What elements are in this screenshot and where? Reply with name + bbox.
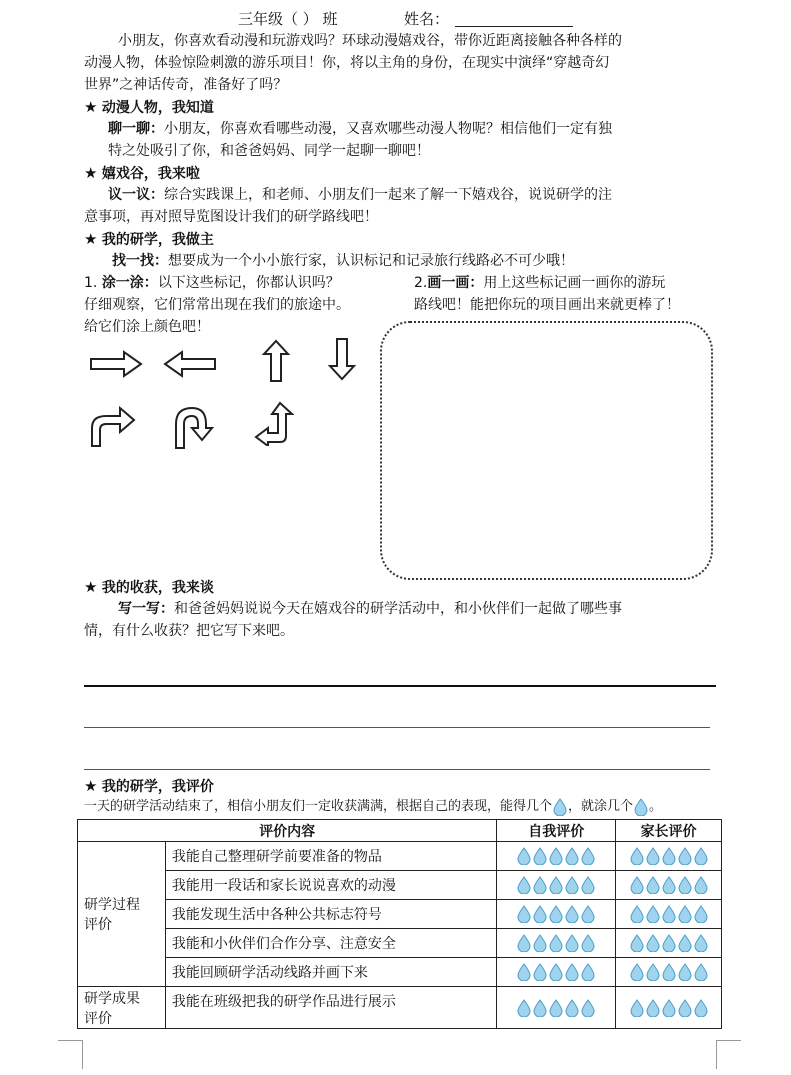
water-drop-icon[interactable] <box>662 963 676 981</box>
arrow-left-icon[interactable] <box>162 348 218 380</box>
water-drop-icon[interactable] <box>662 876 676 894</box>
group-process-eval <box>78 842 166 987</box>
water-drop-icon[interactable] <box>678 963 692 981</box>
star-icon: ★ <box>84 578 98 596</box>
evaluation-intro-text: 。 <box>649 799 663 814</box>
water-drop-icon[interactable] <box>581 876 595 894</box>
water-drop-icon <box>634 798 648 816</box>
water-drop-icon[interactable] <box>517 847 531 865</box>
section-lead: 写一写： <box>118 601 174 617</box>
water-drop-icon[interactable] <box>662 905 676 923</box>
turn-right-arrow-icon[interactable] <box>88 404 138 448</box>
water-drop-icon[interactable] <box>565 963 579 981</box>
group-label: 研学成果 <box>84 990 140 1007</box>
parent-eval-drops[interactable] <box>616 958 722 987</box>
water-drop-icon[interactable] <box>517 999 531 1017</box>
star-icon: ★ <box>84 164 98 182</box>
section-heading <box>84 228 214 251</box>
header-content: 评价内容 <box>78 820 497 842</box>
self-eval-drops[interactable] <box>497 958 616 987</box>
evaluation-intro <box>84 796 662 818</box>
table-row <box>78 929 722 958</box>
water-drop-icon[interactable] <box>533 963 547 981</box>
water-drop-icon[interactable] <box>694 999 708 1017</box>
section-text: 综合实践课上，和老师、小朋友们一起来了解一下嬉戏谷，说说研学的注 <box>164 187 612 203</box>
water-drop-icon[interactable] <box>533 847 547 865</box>
water-drop-icon[interactable] <box>646 847 660 865</box>
water-drop-icon[interactable] <box>549 847 563 865</box>
self-eval-drops[interactable] <box>497 900 616 929</box>
water-drop-icon[interactable] <box>549 999 563 1017</box>
section-title: 嬉戏谷，我来啦 <box>101 166 200 182</box>
task-lead: 涂一涂： <box>101 275 158 291</box>
water-drop-icon[interactable] <box>533 934 547 952</box>
water-drop-icon[interactable] <box>581 905 595 923</box>
water-drop-icon[interactable] <box>517 876 531 894</box>
water-drop-icon[interactable] <box>630 876 644 894</box>
water-drop-icon[interactable] <box>630 934 644 952</box>
water-drop-icon[interactable] <box>565 847 579 865</box>
group-label: 评价 <box>84 1010 112 1027</box>
self-eval-drops[interactable] <box>497 842 616 871</box>
section-title: 动漫人物，我知道 <box>101 100 214 116</box>
water-drop-icon[interactable] <box>630 999 644 1017</box>
water-drop-icon[interactable] <box>630 963 644 981</box>
table-header-row <box>78 820 722 842</box>
section-title: 我的研学，我评价 <box>101 779 214 795</box>
water-drop-icon[interactable] <box>549 876 563 894</box>
evaluation-table <box>77 819 722 1029</box>
self-eval-drops[interactable] <box>497 987 616 1029</box>
water-drop-icon[interactable] <box>630 847 644 865</box>
water-drop-icon[interactable] <box>565 999 579 1017</box>
header-self-eval: 自我评价 <box>497 820 616 842</box>
water-drop-icon[interactable] <box>517 905 531 923</box>
section1-line-1 <box>108 118 612 140</box>
water-drop-icon[interactable] <box>533 999 547 1017</box>
star-icon: ★ <box>84 777 98 795</box>
section-text: 想要成为一个小小旅行家，认识标记和记录旅行线路必不可少哦！ <box>168 253 574 269</box>
page-corner-mark <box>716 1040 741 1069</box>
water-drop-icon[interactable] <box>646 999 660 1017</box>
name-label: 姓名： <box>404 10 450 28</box>
table-row <box>78 900 722 929</box>
section-text: 和爸爸妈妈说说今天在嬉戏谷的研学活动中，和小伙伴们一起做了哪些事 <box>174 601 622 617</box>
self-eval-drops[interactable] <box>497 929 616 958</box>
intro-line-1: 小朋友，你喜欢看动漫和玩游戏吗？环球动漫嬉戏谷，带你近距离接触各种各样的 <box>118 33 622 49</box>
arrow-up-icon[interactable] <box>260 338 292 384</box>
criterion-cell: 我能自己整理研学前要准备的物品 <box>165 842 496 871</box>
group-label: 研学过程 <box>84 897 140 913</box>
task-number: 1. <box>84 275 98 291</box>
task2-line-1 <box>414 272 665 294</box>
task1-line-3: 给它们涂上颜色吧！ <box>84 319 210 335</box>
parent-eval-drops[interactable] <box>616 871 722 900</box>
criterion-cell: 我能回顾研学活动线路并画下来 <box>165 958 496 987</box>
water-drop-icon[interactable] <box>630 905 644 923</box>
grade-class-label: 三年级（ ） 班 <box>238 10 338 28</box>
intro-line-2: 动漫人物，体验惊险刺激的游乐项目！你，将以主角的身份，在现实中演绎“穿越奇幻 <box>84 55 610 71</box>
water-drop-icon[interactable] <box>565 905 579 923</box>
section-lead: 聊一聊： <box>108 121 164 137</box>
writing-line[interactable] <box>84 727 710 728</box>
criterion-cell: 我能发现生活中各种公共标志符号 <box>165 900 496 929</box>
self-eval-drops[interactable] <box>497 871 616 900</box>
section3-line-1 <box>112 250 574 272</box>
water-drop-icon[interactable] <box>678 876 692 894</box>
criterion-cell: 我能和小伙伴们合作分享、注意安全 <box>165 929 496 958</box>
water-drop-icon[interactable] <box>694 847 708 865</box>
section-lead: 找一找： <box>112 253 168 269</box>
section-title: 我的收获，我来谈 <box>101 580 214 596</box>
parent-eval-drops[interactable] <box>616 929 722 958</box>
u-turn-arrow-icon[interactable] <box>170 404 216 450</box>
evaluation-intro-text: ，就涂几个 <box>568 799 634 814</box>
task-text: 用上这些标记画一画你的游玩 <box>483 275 666 291</box>
section-lead: 议一议： <box>108 187 164 203</box>
table-row <box>78 958 722 987</box>
section-text: 小朋友，你喜欢看哪些动漫，又喜欢哪些动漫人物呢？相信他们一定有独 <box>164 121 612 137</box>
water-drop-icon[interactable] <box>565 934 579 952</box>
section4-line-2: 情，有什么收获？把它写下来吧。 <box>84 623 294 639</box>
section4-line-1 <box>118 598 622 620</box>
task2-line-2: 路线吧！能把你玩的项目画出来就更棒了！ <box>414 297 680 313</box>
water-drop-icon[interactable] <box>694 876 708 894</box>
water-drop-icon[interactable] <box>549 963 563 981</box>
task1-line-2: 仔细观察，它们常常出现在我们的旅途中。 <box>84 297 350 313</box>
criterion-cell: 我能在班级把我的研学作品进行展示 <box>165 987 496 1029</box>
criterion-cell: 我能用一段话和家长说说喜欢的动漫 <box>165 871 496 900</box>
water-drop-icon[interactable] <box>678 905 692 923</box>
writing-line[interactable] <box>84 685 716 687</box>
name-blank-line[interactable] <box>455 26 573 27</box>
section-heading <box>84 576 214 599</box>
section1-line-2: 特之处吸引了你，和爸爸妈妈、同学一起聊一聊吧！ <box>108 143 430 159</box>
group-result-eval <box>78 987 166 1029</box>
water-drop-icon[interactable] <box>694 963 708 981</box>
water-drop-icon[interactable] <box>549 905 563 923</box>
water-drop-icon[interactable] <box>581 999 595 1017</box>
section-heading <box>84 775 214 798</box>
water-drop-icon[interactable] <box>678 934 692 952</box>
water-drop-icon[interactable] <box>662 847 676 865</box>
water-drop-icon[interactable] <box>581 963 595 981</box>
water-drop-icon[interactable] <box>646 963 660 981</box>
water-drop-icon[interactable] <box>549 934 563 952</box>
star-icon: ★ <box>84 98 98 116</box>
table-row <box>78 871 722 900</box>
table-row <box>78 842 722 871</box>
section-title: 我的研学，我做主 <box>101 232 214 248</box>
water-drop-icon[interactable] <box>694 934 708 952</box>
water-drop-icon[interactable] <box>646 934 660 952</box>
table-row <box>78 987 722 1029</box>
parent-eval-drops[interactable] <box>616 987 722 1029</box>
water-drop-icon <box>553 798 567 816</box>
route-drawing-area[interactable] <box>380 321 713 580</box>
water-drop-icon[interactable] <box>678 999 692 1017</box>
water-drop-icon[interactable] <box>581 847 595 865</box>
page-corner-mark <box>58 1040 83 1069</box>
task1-line-1 <box>84 272 340 294</box>
parent-eval-drops[interactable] <box>616 900 722 929</box>
water-drop-icon[interactable] <box>533 905 547 923</box>
evaluation-intro-text: 一天的研学活动结束了，相信小朋友们一定收获满满，根据自己的表现，能得几个 <box>84 799 553 814</box>
water-drop-icon[interactable] <box>662 934 676 952</box>
writing-line[interactable] <box>84 769 710 770</box>
water-drop-icon[interactable] <box>517 963 531 981</box>
water-drop-icon[interactable] <box>694 905 708 923</box>
water-drop-icon[interactable] <box>678 847 692 865</box>
section2-line-2: 意事项，再对照导览图设计我们的研学路线吧！ <box>84 209 378 225</box>
water-drop-icon[interactable] <box>581 934 595 952</box>
task-number: 2. <box>414 275 428 291</box>
intro-line-3: 世界”之神话传奇，准备好了吗？ <box>84 77 288 93</box>
section2-line-1 <box>108 184 612 206</box>
water-drop-icon[interactable] <box>662 999 676 1017</box>
parent-eval-drops[interactable] <box>616 842 722 871</box>
section-heading <box>84 162 200 185</box>
group-label: 评价 <box>84 917 112 933</box>
water-drop-icon[interactable] <box>533 876 547 894</box>
water-drop-icon[interactable] <box>517 934 531 952</box>
water-drop-icon[interactable] <box>565 876 579 894</box>
water-drop-icon[interactable] <box>646 905 660 923</box>
arrow-down-icon[interactable] <box>326 336 358 382</box>
star-icon: ★ <box>84 230 98 248</box>
up-left-turn-arrow-icon[interactable] <box>252 400 300 446</box>
arrow-right-icon[interactable] <box>88 348 144 380</box>
task-lead: 画一画： <box>427 275 484 291</box>
water-drop-icon[interactable] <box>646 876 660 894</box>
task-text: 以下这些标记，你都认识吗？ <box>157 275 340 291</box>
section-heading <box>84 96 214 119</box>
header-parent-eval: 家长评价 <box>616 820 722 842</box>
